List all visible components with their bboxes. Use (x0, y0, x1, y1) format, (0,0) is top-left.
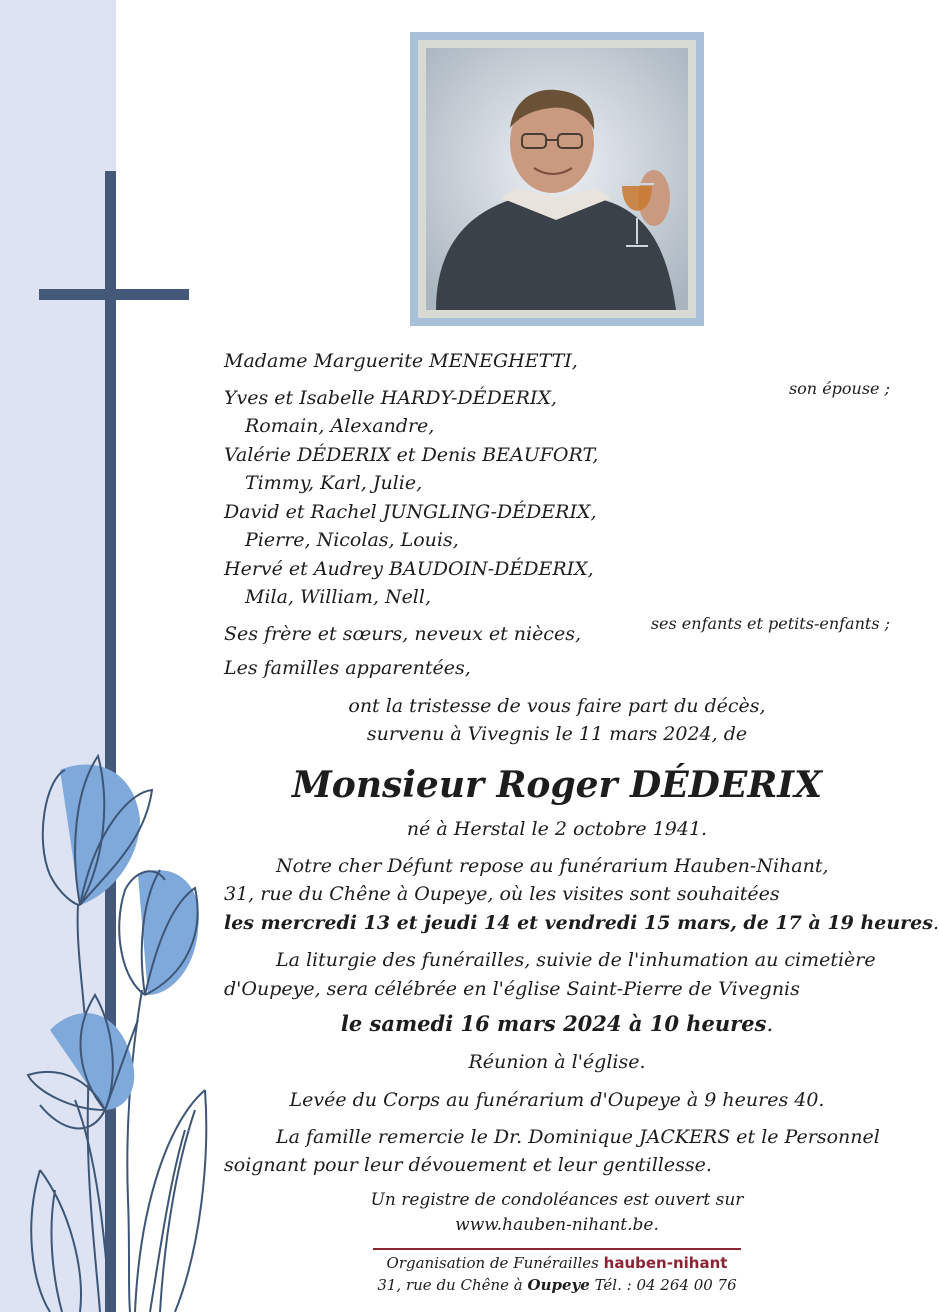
registry-line: Un registre de condoléances est ouvert sur (370, 1190, 744, 1210)
funeral-line: d'Oupeye, sera célébrée en l'église Saint-Pierre de Vivegnis (224, 978, 800, 1000)
child-family-line: David et Rachel JUNGLING-DÉDERIX, (224, 501, 597, 523)
cross-icon (39, 171, 189, 1312)
brand-logo: hauben-nihant (603, 1254, 728, 1272)
child-family-line: Hervé et Audrey BAUDOIN-DÉDERIX, (224, 558, 594, 580)
visitation-line: 31, rue du Chêne à Oupeye, où les visites sont souhaitées (224, 883, 780, 905)
spouse-role: son épouse ; (788, 379, 890, 398)
child-family-line: Valérie DÉDERIX et Denis BEAUFORT, (224, 444, 599, 466)
footer-divider (373, 1248, 741, 1250)
punctuation: . (766, 1012, 774, 1036)
visitation-dates (224, 911, 939, 935)
announcement-line: ont la tristesse de vous faire part du décès, (348, 695, 766, 717)
cross-and-flowers-decoration (0, 0, 240, 1312)
org-label: Organisation de Funérailles (386, 1254, 599, 1272)
portrait-photo (418, 40, 696, 318)
visitation-dates-bold: les mercredi 13 et jeudi 14 et vendredi 15 mars, de 17 à 19 heures (224, 912, 933, 934)
birth-line: né à Herstal le 2 octobre 1941. (406, 818, 708, 840)
grandchildren-line: Romain, Alexandre, (245, 415, 435, 437)
families-line: Les familles apparentées, (224, 657, 471, 679)
meeting-line: Réunion à l'église. (468, 1051, 646, 1073)
punctuation: . (932, 912, 939, 934)
siblings-line: Ses frère et sœurs, neveux et nièces, (224, 623, 581, 645)
grandchildren-line: Pierre, Nicolas, Louis, (245, 529, 459, 551)
spouse-name: Madame Marguerite MENEGHETTI, (224, 350, 578, 372)
footer-address (340, 1275, 774, 1296)
address-prefix: 31, rue du Chêne à (377, 1276, 523, 1294)
deceased-name: Monsieur Roger DÉDERIX (291, 764, 823, 806)
registry-url[interactable]: www.hauben-nihant.be. (455, 1215, 659, 1235)
levee-line: Levée du Corps au funérarium d'Oupeye à 9 heures 40. (289, 1089, 825, 1111)
funeral-date-bold: le samedi 16 mars 2024 à 10 heures (340, 1011, 767, 1036)
grandchildren-line: Mila, William, Nell, (245, 586, 432, 608)
address-city: Oupeye (527, 1276, 590, 1294)
grandchildren-line: Timmy, Karl, Julie, (245, 472, 423, 494)
footer-organisation (340, 1253, 774, 1274)
children-role: ses enfants et petits-enfants ; (650, 614, 890, 633)
thanks-line: La famille remercie le Dr. Dominique JACKERS et le Personnel (276, 1126, 880, 1148)
child-family-line: Yves et Isabelle HARDY-DÉDERIX, (224, 387, 557, 409)
thanks-line: soignant pour leur dévouement et leur gentillesse. (224, 1154, 712, 1176)
phone-number: Tél. : 04 264 00 76 (594, 1276, 737, 1294)
visitation-line: Notre cher Défunt repose au funérarium Hauben-Nihant, (276, 855, 829, 877)
tulip-flowers-illustration (28, 756, 206, 1312)
funeral-date (220, 1012, 894, 1036)
portrait-frame (410, 32, 704, 326)
funeral-line: La liturgie des funérailles, suivie de l'inhumation au cimetière (276, 949, 876, 971)
announcement-line: survenu à Vivegnis le 11 mars 2024, de (366, 723, 748, 745)
